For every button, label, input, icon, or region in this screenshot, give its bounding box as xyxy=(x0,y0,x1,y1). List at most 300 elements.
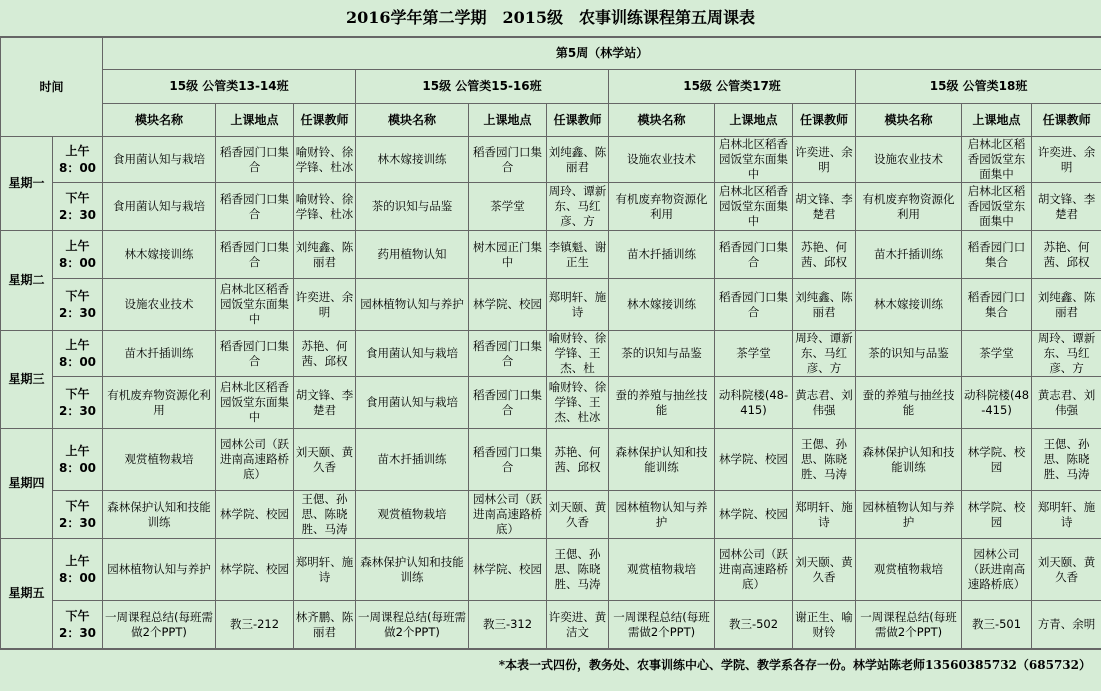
location-cell xyxy=(715,601,793,649)
session-time xyxy=(53,279,103,331)
session-time xyxy=(53,331,103,377)
location-cell xyxy=(715,183,793,231)
teacher-cell xyxy=(1032,429,1101,491)
session-clock: 2：30 xyxy=(58,403,97,418)
location-cell xyxy=(715,539,793,601)
teacher-text: 郑明轩、施诗 xyxy=(1037,499,1096,529)
module-text: 苗木扦插训练 xyxy=(627,247,697,261)
location-cell xyxy=(216,331,294,377)
teacher-text: 喻财铃、徐学锋、杜冰 xyxy=(295,144,354,174)
session-clock: 8：00 xyxy=(58,460,97,475)
day-label: 星期三 xyxy=(1,331,53,429)
module-text: 茶的识知与品鉴 xyxy=(868,346,949,360)
module-cell xyxy=(356,429,469,491)
module-text: 苗木扦插训练 xyxy=(124,346,194,360)
session-clock: 2：30 xyxy=(58,207,97,222)
location-text: 教三-312 xyxy=(482,617,533,631)
location-cell xyxy=(216,377,294,429)
module-text: 园林植物认知与养护 xyxy=(862,499,955,529)
teacher-cell xyxy=(1032,377,1101,429)
location-text: 动科院楼(48-415) xyxy=(718,387,789,417)
location-text: 林学院、校园 xyxy=(473,562,543,576)
location-cell xyxy=(715,429,793,491)
location-cell xyxy=(469,183,547,231)
module-text: 林木嫁接训练 xyxy=(627,297,697,311)
column-header: 任课教师 xyxy=(1032,104,1101,137)
module-cell xyxy=(609,279,715,331)
day-label: 星期一 xyxy=(1,137,53,231)
teacher-cell xyxy=(547,231,609,279)
session-label: 下午 xyxy=(65,190,90,205)
module-text: 有机废弃物资源化利用 xyxy=(862,191,955,221)
module-cell xyxy=(856,279,962,331)
location-cell xyxy=(469,137,547,183)
module-text: 茶的识知与品鉴 xyxy=(371,199,453,213)
teacher-cell xyxy=(793,183,856,231)
teacher-cell xyxy=(1032,231,1101,279)
table-row xyxy=(1,601,1101,649)
teacher-cell xyxy=(793,137,856,183)
location-text: 林学院、校园 xyxy=(473,297,543,311)
teacher-cell xyxy=(547,377,609,429)
location-text: 启林北区稻香园饭堂东面集中 xyxy=(719,137,789,181)
schedule-table xyxy=(0,37,1101,649)
table-row xyxy=(1,377,1101,429)
location-cell xyxy=(469,377,547,429)
location-cell xyxy=(962,137,1032,183)
location-cell xyxy=(469,231,547,279)
module-cell xyxy=(356,137,469,183)
location-cell xyxy=(216,137,294,183)
session-label: 上午 xyxy=(65,143,90,158)
location-text: 启林北区稻香园饭堂东面集中 xyxy=(220,380,290,424)
column-header: 模块名称 xyxy=(356,104,469,137)
location-cell xyxy=(715,331,793,377)
session-label: 上午 xyxy=(65,337,90,352)
module-text: 药用植物认知 xyxy=(377,247,447,261)
location-text: 稻香园门口集合 xyxy=(220,191,290,221)
location-cell xyxy=(715,279,793,331)
column-header: 任课教师 xyxy=(793,104,856,137)
session-label: 下午 xyxy=(65,386,90,401)
footer-note: *本表一式四份，教务处、农事训练中心、学院、教学系各存一份。林学站陈老师13560385732（685732） xyxy=(0,649,1101,680)
module-cell xyxy=(609,331,715,377)
location-cell xyxy=(469,279,547,331)
module-cell xyxy=(103,331,216,377)
module-cell xyxy=(609,377,715,429)
location-cell xyxy=(469,331,547,377)
module-cell xyxy=(856,231,962,279)
teacher-text: 王偲、孙思、陈晓胜、马涛 xyxy=(554,547,601,591)
teacher-text: 刘天颐、黄久香 xyxy=(295,444,354,474)
teacher-text: 黄志君、刘伟强 xyxy=(795,387,853,417)
teacher-text: 刘纯鑫、陈丽君 xyxy=(1037,289,1096,319)
session-label: 下午 xyxy=(65,498,90,513)
location-text: 稻香园门口集合 xyxy=(220,338,290,368)
module-cell xyxy=(103,539,216,601)
module-cell xyxy=(856,539,962,601)
location-text: 园林公司（跃进南高速路桥底） xyxy=(967,547,1026,591)
teacher-text: 王偲、孙思、陈晓胜、马涛 xyxy=(1043,437,1090,481)
column-header: 模块名称 xyxy=(856,104,962,137)
location-text: 启林北区稻香园饭堂东面集中 xyxy=(719,184,789,228)
teacher-cell xyxy=(294,601,356,649)
session-time xyxy=(53,377,103,429)
module-cell xyxy=(856,377,962,429)
module-text: 设施农业技术 xyxy=(124,297,194,311)
location-text: 启林北区稻香园饭堂东面集中 xyxy=(967,137,1026,181)
teacher-cell xyxy=(1032,279,1101,331)
location-cell xyxy=(469,491,547,539)
module-cell xyxy=(609,539,715,601)
teacher-cell xyxy=(793,429,856,491)
session-label: 上午 xyxy=(65,443,90,458)
page-title: 2016学年第二学期 2015级 农事训练课程第五周课表 xyxy=(0,0,1101,37)
location-cell xyxy=(469,601,547,649)
teacher-cell xyxy=(547,429,609,491)
location-cell xyxy=(962,601,1032,649)
module-text: 苗木扦插训练 xyxy=(377,452,447,466)
location-text: 园林公司（跃进南高速路桥底） xyxy=(473,492,543,536)
module-cell xyxy=(103,137,216,183)
location-cell xyxy=(216,183,294,231)
module-text: 有机废弃物资源化利用 xyxy=(615,191,708,221)
column-header: 上课地点 xyxy=(715,104,793,137)
class-header: 15级 公管类17班 xyxy=(609,70,856,104)
location-text: 稻香园门口集合 xyxy=(473,444,543,474)
location-text: 园林公司（跃进南高速路桥底） xyxy=(719,547,789,591)
location-text: 林学院、校园 xyxy=(967,499,1026,529)
location-cell xyxy=(715,137,793,183)
module-text: 食用菌认知与栽培 xyxy=(113,152,206,166)
module-text: 食用菌认知与栽培 xyxy=(113,199,206,213)
module-text: 一周课程总结(每班需做2个PPT) xyxy=(860,609,957,639)
location-cell xyxy=(962,377,1032,429)
location-text: 稻香园门口集合 xyxy=(719,239,789,269)
location-cell xyxy=(962,231,1032,279)
teacher-cell xyxy=(294,231,356,279)
class-header: 15级 公管类15-16班 xyxy=(356,70,609,104)
session-clock: 2：30 xyxy=(58,515,97,530)
module-text: 蚕的养殖与抽丝技能 xyxy=(615,387,708,417)
session-time xyxy=(53,539,103,601)
location-text: 茶学堂 xyxy=(979,346,1014,360)
session-clock: 8：00 xyxy=(58,570,97,585)
location-text: 林学院、校园 xyxy=(719,452,789,466)
location-cell xyxy=(962,279,1032,331)
teacher-text: 李镇魁、谢正生 xyxy=(548,239,607,269)
session-time xyxy=(53,183,103,231)
teacher-cell xyxy=(294,429,356,491)
location-text: 动科院楼(48-415) xyxy=(963,387,1030,417)
module-text: 一周课程总结(每班需做2个PPT) xyxy=(613,609,710,639)
teacher-text: 刘纯鑫、陈丽君 xyxy=(548,144,607,174)
location-cell xyxy=(962,539,1032,601)
location-text: 稻香园门口集合 xyxy=(473,338,543,368)
teacher-text: 周玲、谭新东、马红彦、方 xyxy=(795,331,853,375)
teacher-cell xyxy=(1032,539,1101,601)
module-cell xyxy=(356,331,469,377)
teacher-cell xyxy=(793,331,856,377)
session-time xyxy=(53,429,103,491)
teacher-cell xyxy=(793,377,856,429)
teacher-text: 胡文锋、李楚君 xyxy=(1037,191,1096,221)
table-row xyxy=(1,491,1101,539)
module-cell xyxy=(609,429,715,491)
location-text: 稻香园门口集合 xyxy=(967,289,1026,319)
teacher-text: 周玲、谭新东、马红彦、方 xyxy=(548,184,607,228)
location-cell xyxy=(216,539,294,601)
teacher-cell xyxy=(294,539,356,601)
module-text: 观赏植物栽培 xyxy=(124,452,194,466)
location-text: 稻香园门口集合 xyxy=(473,387,543,417)
teacher-cell xyxy=(547,279,609,331)
teacher-text: 苏艳、何茜、邱权 xyxy=(554,444,601,474)
teacher-text: 刘天颐、黄久香 xyxy=(548,499,607,529)
column-header: 任课教师 xyxy=(547,104,609,137)
teacher-text: 许奕进、余明 xyxy=(1037,144,1096,174)
teacher-cell xyxy=(294,137,356,183)
class-header: 15级 公管类18班 xyxy=(856,70,1101,104)
teacher-cell xyxy=(294,331,356,377)
teacher-cell xyxy=(793,231,856,279)
module-text: 有机废弃物资源化利用 xyxy=(107,387,211,417)
module-text: 森林保护认知和技能训练 xyxy=(360,554,464,584)
module-cell xyxy=(356,601,469,649)
teacher-text: 谢正生、喻财铃 xyxy=(795,609,853,639)
module-text: 林木嫁接训练 xyxy=(377,152,447,166)
module-text: 设施农业技术 xyxy=(874,152,944,166)
location-cell xyxy=(216,491,294,539)
module-cell xyxy=(856,429,962,491)
column-header: 上课地点 xyxy=(469,104,547,137)
location-text: 启林北区稻香园饭堂东面集中 xyxy=(220,282,290,326)
teacher-text: 苏艳、何茜、邱权 xyxy=(301,338,348,368)
teacher-text: 郑明轩、施诗 xyxy=(795,499,853,529)
day-label: 星期五 xyxy=(1,539,53,649)
teacher-text: 刘天颐、黄久香 xyxy=(795,554,853,584)
module-cell xyxy=(609,601,715,649)
session-time xyxy=(53,491,103,539)
module-cell xyxy=(356,183,469,231)
teacher-text: 刘天颐、黄久香 xyxy=(1037,554,1096,584)
teacher-cell xyxy=(547,331,609,377)
teacher-cell xyxy=(294,279,356,331)
module-cell xyxy=(609,183,715,231)
module-text: 园林植物认知与养护 xyxy=(107,562,211,576)
table-row xyxy=(1,539,1101,601)
teacher-text: 喻财铃、徐学锋、王杰、杜冰 xyxy=(548,380,607,424)
module-cell xyxy=(103,601,216,649)
location-text: 稻香园门口集合 xyxy=(473,144,543,174)
class-header: 15级 公管类13-14班 xyxy=(103,70,356,104)
teacher-text: 王偲、孙思、陈晓胜、马涛 xyxy=(301,492,348,536)
teacher-cell xyxy=(547,539,609,601)
location-cell xyxy=(216,231,294,279)
teacher-text: 苏艳、何茜、邱权 xyxy=(1043,239,1090,269)
session-clock: 8：00 xyxy=(58,160,97,175)
module-text: 观赏植物栽培 xyxy=(874,562,944,576)
teacher-cell xyxy=(294,377,356,429)
location-text: 教三-502 xyxy=(728,617,779,631)
teacher-text: 许奕进、黄洁文 xyxy=(548,609,607,639)
teacher-cell xyxy=(1032,137,1101,183)
module-text: 茶的识知与品鉴 xyxy=(621,346,702,360)
teacher-text: 胡文锋、李楚君 xyxy=(795,191,853,221)
module-cell xyxy=(856,137,962,183)
teacher-text: 郑明轩、施诗 xyxy=(295,554,354,584)
session-label: 下午 xyxy=(65,288,90,303)
teacher-text: 喻财铃、徐学锋、杜冰 xyxy=(295,191,354,221)
location-cell xyxy=(715,377,793,429)
module-text: 设施农业技术 xyxy=(627,152,697,166)
teacher-cell xyxy=(1032,331,1101,377)
module-text: 一周课程总结(每班需做2个PPT) xyxy=(358,609,467,639)
module-cell xyxy=(103,231,216,279)
location-cell xyxy=(962,331,1032,377)
day-label: 星期二 xyxy=(1,231,53,331)
teacher-cell xyxy=(793,601,856,649)
module-cell xyxy=(356,377,469,429)
module-cell xyxy=(856,491,962,539)
location-text: 教三-212 xyxy=(229,617,280,631)
teacher-text: 王偲、孙思、陈晓胜、马涛 xyxy=(801,437,848,481)
module-text: 观赏植物栽培 xyxy=(627,562,697,576)
teacher-cell xyxy=(1032,601,1101,649)
teacher-cell xyxy=(294,491,356,539)
location-cell xyxy=(216,429,294,491)
location-text: 稻香园门口集合 xyxy=(220,144,290,174)
module-cell xyxy=(103,183,216,231)
location-text: 林学院、校园 xyxy=(220,562,290,576)
module-cell xyxy=(356,491,469,539)
session-clock: 8：00 xyxy=(58,354,97,369)
module-text: 一周课程总结(每班需做2个PPT) xyxy=(105,609,214,639)
module-text: 林木嫁接训练 xyxy=(124,247,194,261)
column-header: 模块名称 xyxy=(609,104,715,137)
location-cell xyxy=(715,491,793,539)
teacher-cell xyxy=(547,491,609,539)
day-label: 星期四 xyxy=(1,429,53,539)
teacher-cell xyxy=(1032,491,1101,539)
column-header: 上课地点 xyxy=(962,104,1032,137)
teacher-cell xyxy=(793,279,856,331)
location-text: 稻香园门口集合 xyxy=(220,239,290,269)
module-cell xyxy=(609,231,715,279)
location-cell xyxy=(216,279,294,331)
location-text: 树木园正门集中 xyxy=(473,239,543,269)
teacher-text: 许奕进、余明 xyxy=(795,144,853,174)
module-cell xyxy=(356,279,469,331)
location-text: 茶学堂 xyxy=(490,199,525,213)
module-text: 林木嫁接训练 xyxy=(874,297,944,311)
teacher-text: 郑明轩、施诗 xyxy=(548,289,607,319)
session-time xyxy=(53,601,103,649)
module-cell xyxy=(856,601,962,649)
teacher-text: 刘纯鑫、陈丽君 xyxy=(795,289,853,319)
location-text: 园林公司（跃进南高速路桥底） xyxy=(220,437,290,481)
teacher-cell xyxy=(793,539,856,601)
location-cell xyxy=(962,429,1032,491)
week-header: 第5周（林学站） xyxy=(103,38,1101,70)
teacher-cell xyxy=(547,183,609,231)
module-text: 蚕的养殖与抽丝技能 xyxy=(862,387,955,417)
module-text: 园林植物认知与养护 xyxy=(360,297,464,311)
column-header: 上课地点 xyxy=(216,104,294,137)
session-clock: 8：00 xyxy=(58,255,97,270)
teacher-cell xyxy=(547,601,609,649)
module-cell xyxy=(356,231,469,279)
location-text: 茶学堂 xyxy=(736,346,771,360)
module-cell xyxy=(856,331,962,377)
location-text: 启林北区稻香园饭堂东面集中 xyxy=(967,184,1026,228)
location-text: 教三-501 xyxy=(971,617,1022,631)
location-cell xyxy=(469,429,547,491)
table-row xyxy=(1,231,1101,279)
module-text: 园林植物认知与养护 xyxy=(615,499,708,529)
session-clock: 2：30 xyxy=(58,625,97,640)
teacher-cell xyxy=(1032,183,1101,231)
module-cell xyxy=(609,491,715,539)
teacher-cell xyxy=(547,137,609,183)
module-text: 苗木扦插训练 xyxy=(874,247,944,261)
session-time xyxy=(53,231,103,279)
teacher-text: 苏艳、何茜、邱权 xyxy=(801,239,848,269)
session-time xyxy=(53,137,103,183)
module-cell xyxy=(856,183,962,231)
module-cell xyxy=(609,137,715,183)
location-text: 林学院、校园 xyxy=(220,507,290,521)
teacher-text: 胡文锋、李楚君 xyxy=(295,387,354,417)
module-cell xyxy=(103,491,216,539)
session-label: 上午 xyxy=(65,553,90,568)
teacher-text: 周玲、谭新东、马红彦、方 xyxy=(1037,331,1096,375)
location-cell xyxy=(962,183,1032,231)
module-cell xyxy=(103,279,216,331)
table-row xyxy=(1,279,1101,331)
time-header: 时间 xyxy=(1,38,103,137)
teacher-text: 刘纯鑫、陈丽君 xyxy=(295,239,354,269)
location-cell xyxy=(216,601,294,649)
module-cell xyxy=(356,539,469,601)
location-text: 稻香园门口集合 xyxy=(719,289,789,319)
table-row xyxy=(1,183,1101,231)
teacher-cell xyxy=(793,491,856,539)
column-header: 模块名称 xyxy=(103,104,216,137)
session-label: 上午 xyxy=(65,238,90,253)
module-text: 森林保护认知和技能训练 xyxy=(107,499,211,529)
table-row xyxy=(1,137,1101,183)
session-label: 下午 xyxy=(65,608,90,623)
module-text: 食用菌认知与栽培 xyxy=(366,395,459,409)
teacher-text: 许奕进、余明 xyxy=(295,289,354,319)
location-text: 稻香园门口集合 xyxy=(967,239,1026,269)
module-text: 观赏植物栽培 xyxy=(377,507,447,521)
module-cell xyxy=(103,429,216,491)
module-text: 食用菌认知与栽培 xyxy=(366,346,459,360)
location-cell xyxy=(715,231,793,279)
location-text: 林学院、校园 xyxy=(719,507,789,521)
session-clock: 2：30 xyxy=(58,305,97,320)
teacher-text: 喻财铃、徐学锋、王杰、杜 xyxy=(548,331,607,375)
teacher-cell xyxy=(294,183,356,231)
location-text: 林学院、校园 xyxy=(967,444,1026,474)
module-cell xyxy=(103,377,216,429)
column-header: 任课教师 xyxy=(294,104,356,137)
teacher-text: 林齐鹏、陈丽君 xyxy=(295,609,354,639)
location-cell xyxy=(469,539,547,601)
teacher-text: 方青、余明 xyxy=(1037,617,1096,631)
